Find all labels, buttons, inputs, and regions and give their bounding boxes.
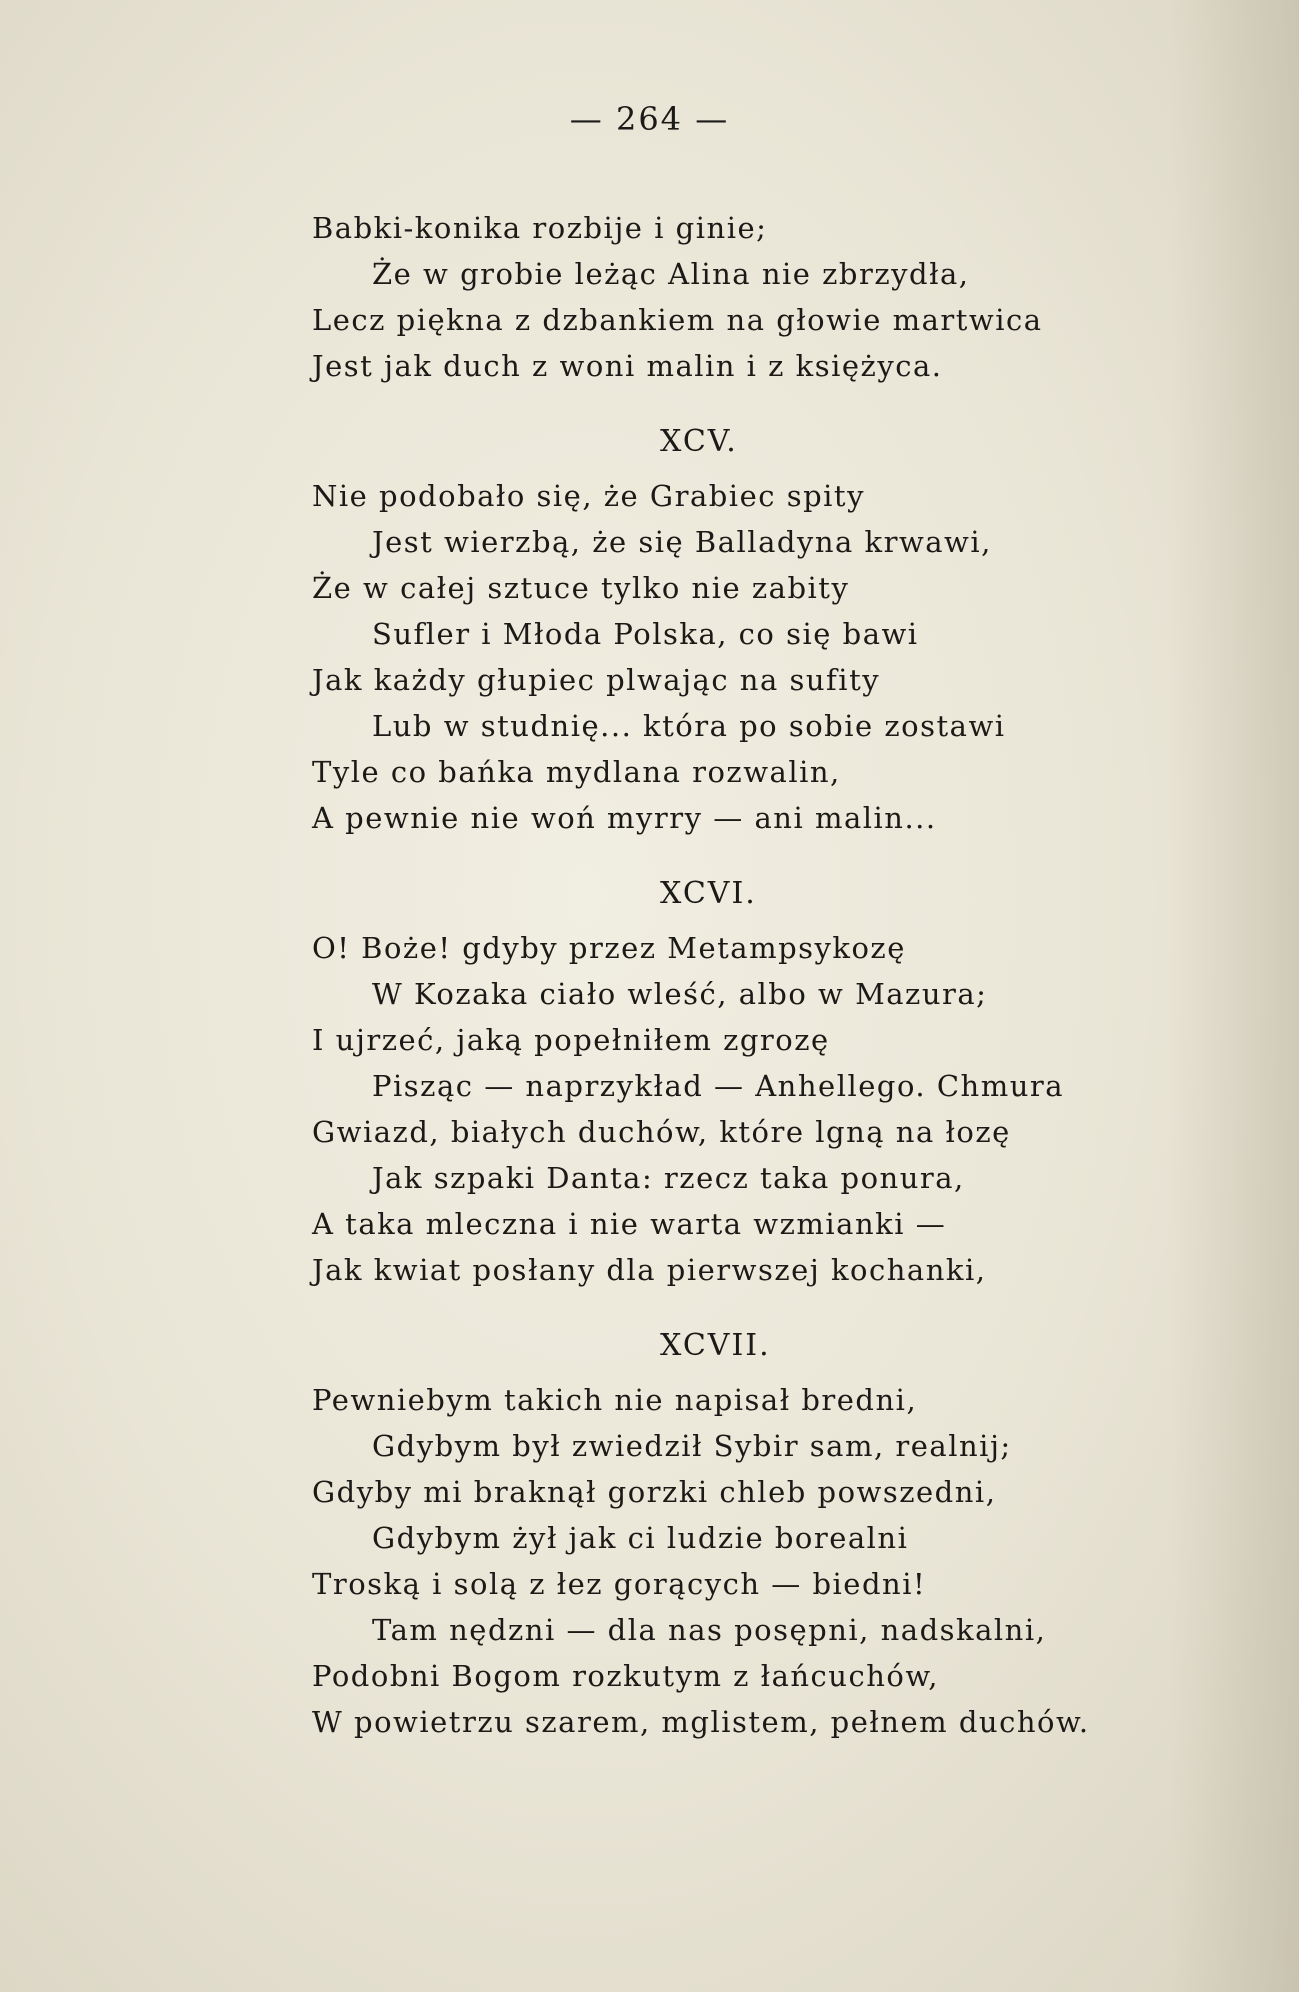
poem-line: Jest jak duch z woni malin i z księżyca. <box>312 349 943 383</box>
stanza-heading: XCV. <box>660 424 738 459</box>
poem-line: Jest wierzbą, że się Balladyna krwawi, <box>372 525 992 559</box>
poem-line: Tyle co bańka mydlana rozwalin, <box>312 755 841 789</box>
poem-line: Że w grobie leżąc Alina nie zbrzydła, <box>372 257 970 291</box>
poem-line: Gdybym żył jak ci ludzie borealni <box>372 1521 909 1555</box>
poem-line: Pewniebym takich nie napisał bredni, <box>312 1383 918 1417</box>
poem-line: Jak szpaki Danta: rzecz taka ponura, <box>372 1161 965 1195</box>
poem-line: Pisząc — naprzykład — Anhellego. Chmura <box>372 1069 1065 1103</box>
poem-line: Że w całej sztuce tylko nie zabity <box>312 571 850 605</box>
stanza <box>312 205 1212 389</box>
poem-line: Gdyby mi braknął gorzki chleb powszedni, <box>312 1475 997 1509</box>
poem-line: Tam nędzni — dla nas posępni, nadskalni, <box>372 1613 1047 1647</box>
poem-line: Lub w studnię... która po sobie zostawi <box>372 709 1006 743</box>
poem-line: O! Boże! gdyby przez Metampsykozę <box>312 931 906 965</box>
poem-line: A pewnie nie woń myrry — ani malin... <box>312 801 937 835</box>
poem-line: Sufler i Młoda Polska, co się bawi <box>372 617 919 651</box>
stanza <box>312 925 1212 1293</box>
poem-line: Gdybym był zwiedził Sybir sam, realnij; <box>372 1429 1012 1463</box>
stanza-heading: XCVII. <box>660 1328 771 1363</box>
stanza-heading: XCVI. <box>660 876 757 911</box>
stanza <box>312 1377 1212 1745</box>
poem-text <box>312 205 1212 1745</box>
stanza <box>312 473 1212 841</box>
poem-line: Lecz piękna z dzbankiem na głowie martwica <box>312 303 1043 337</box>
poem-line: Gwiazd, białych duchów, które lgną na łozę <box>312 1115 1011 1149</box>
poem-line: Nie podobało się, że Grabiec spity <box>312 479 865 513</box>
poem-line: I ujrzeć, jaką popełniłem zgrozę <box>312 1023 830 1057</box>
poem-line: A taka mleczna i nie warta wzmianki — <box>312 1207 947 1241</box>
poem-line: Jak każdy głupiec plwając na sufity <box>312 663 881 697</box>
poem-line: Babki-konika rozbije i ginie; <box>312 211 768 245</box>
poem-line: W powietrzu szarem, mglistem, pełnem duchów. <box>312 1705 1090 1739</box>
page-number: — 264 — <box>569 100 730 138</box>
poem-line: Troską i solą z łez gorących — biedni! <box>312 1567 927 1601</box>
poem-line: Jak kwiat posłany dla pierwszej kochanki, <box>312 1253 987 1287</box>
poem-line: W Kozaka ciało wleść, albo w Mazura; <box>372 977 988 1011</box>
poem-line: Podobni Bogom rozkutym z łańcuchów, <box>312 1659 939 1693</box>
